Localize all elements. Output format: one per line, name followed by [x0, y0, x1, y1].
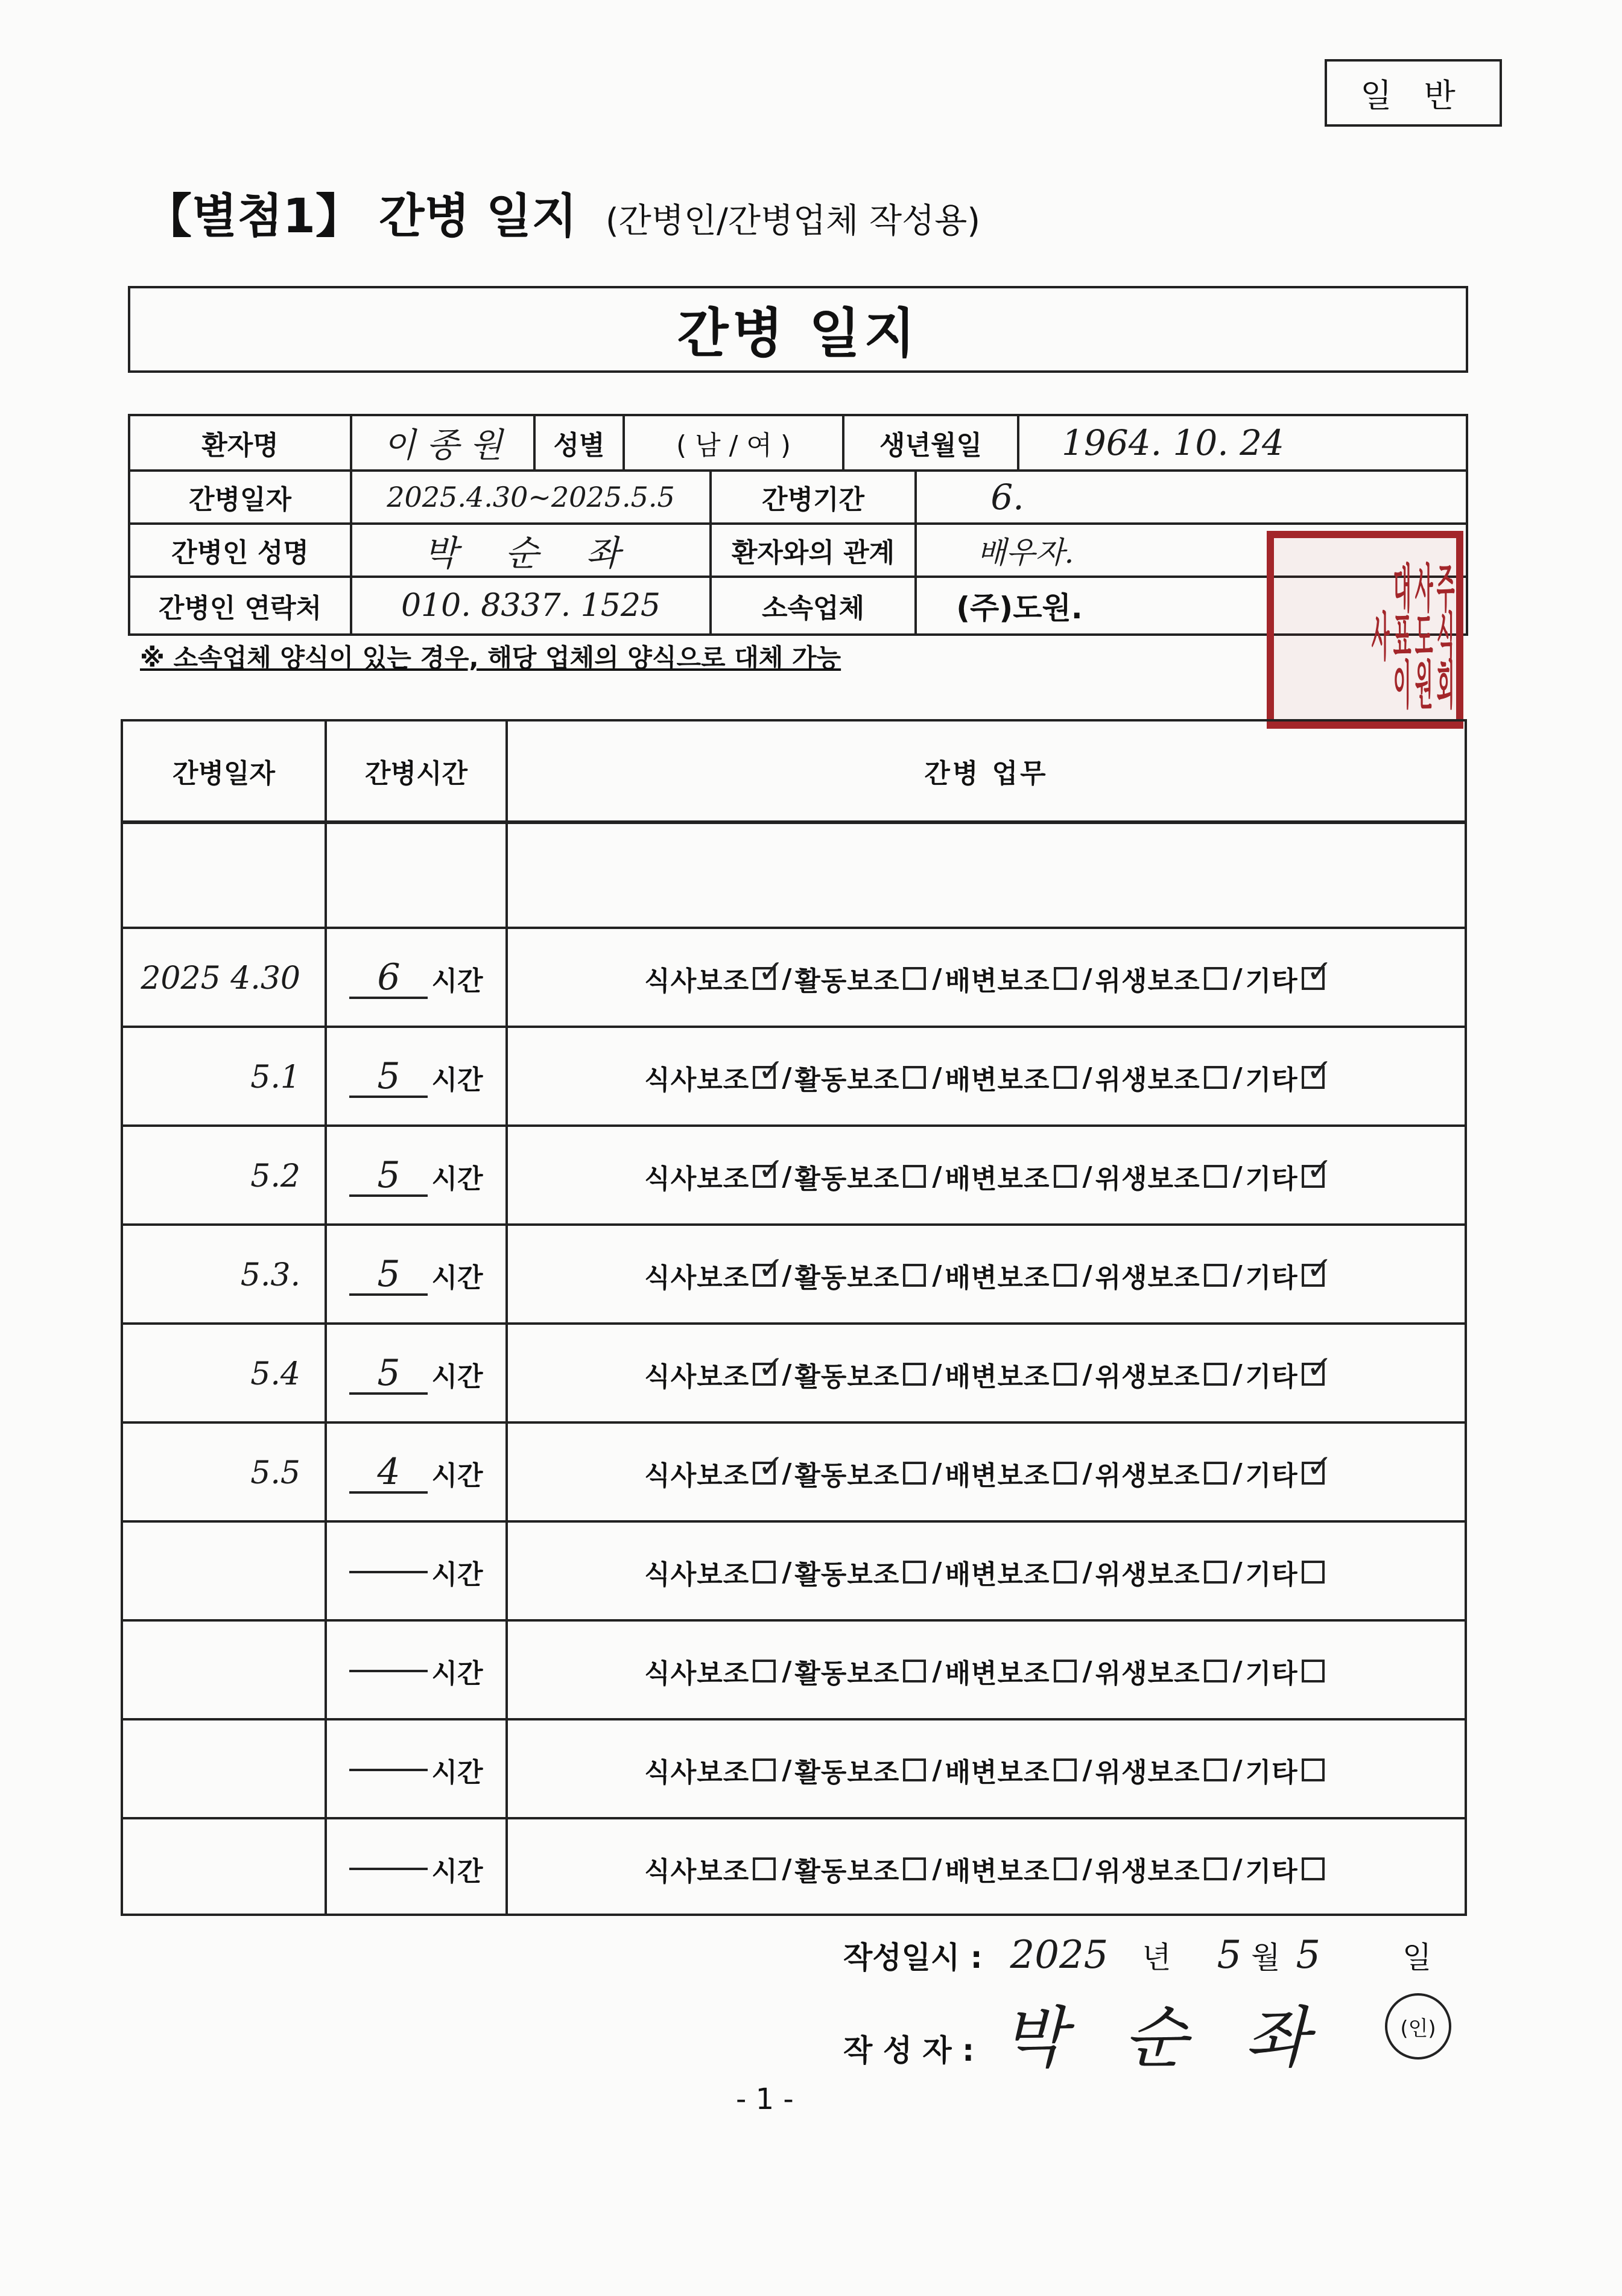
duty-checkbox[interactable] — [903, 1066, 926, 1089]
year-unit: 년 — [1142, 1940, 1171, 1975]
separator: / — [1232, 1260, 1243, 1291]
duty-checkbox[interactable] — [903, 1660, 926, 1682]
row-duties — [508, 1127, 1465, 1226]
hours-unit: 시간 — [431, 1757, 483, 1788]
row-duties — [508, 929, 1465, 1028]
hours-value: 5 — [349, 1255, 428, 1296]
duty-checkbox[interactable] — [1054, 1363, 1077, 1386]
care-date-value: 2025.4.30~2025.5.5 — [387, 481, 675, 513]
duty-label: 배변보조 — [945, 966, 1050, 997]
hours-unit: 시간 — [431, 1362, 483, 1392]
duty-label: 위생보조 — [1095, 1856, 1200, 1887]
duty-checkbox[interactable] — [903, 967, 926, 990]
row-date — [123, 1523, 325, 1622]
separator: / — [782, 1556, 793, 1588]
birth-label: 생년월일 — [879, 430, 982, 461]
duty-label: 위생보조 — [1095, 1460, 1200, 1491]
row-date: 5.1 — [250, 1059, 300, 1096]
duty-label: 위생보조 — [1095, 1164, 1200, 1194]
duty-checkbox[interactable] — [1302, 1165, 1325, 1188]
page-title: 간병 일지 — [128, 286, 1468, 373]
separator: / — [1082, 1260, 1093, 1291]
sex-label: 성별 — [553, 430, 605, 461]
duty-label: 위생보조 — [1095, 966, 1200, 997]
separator: / — [1082, 1359, 1093, 1390]
duty-checkbox[interactable] — [1054, 1758, 1077, 1781]
row-duties — [508, 1028, 1465, 1127]
duty-label: 식사보조 — [644, 1757, 750, 1788]
separator: / — [932, 1655, 943, 1687]
relation-value: 배우자. — [977, 535, 1074, 570]
caregiver-name-value: 박 순 좌 — [423, 533, 638, 574]
duty-label: 기타 — [1245, 1856, 1298, 1887]
seal-text: 주식회사도원대표이사 — [1367, 561, 1455, 706]
separator: / — [1082, 1457, 1093, 1489]
month-unit: 월 — [1251, 1940, 1281, 1975]
duty-checkbox[interactable] — [753, 1660, 776, 1682]
duty-checkbox[interactable] — [1054, 1561, 1077, 1584]
row-date: 5.5 — [250, 1455, 300, 1491]
duty-checkbox[interactable] — [1204, 1066, 1227, 1089]
company-label: 소속업체 — [761, 593, 864, 624]
duty-label: 기타 — [1245, 1658, 1298, 1689]
duty-label: 기타 — [1245, 1559, 1298, 1590]
separator: / — [1232, 1556, 1243, 1588]
duty-checkbox[interactable] — [903, 1264, 926, 1287]
row-date: 5.2 — [250, 1158, 300, 1194]
duty-checkbox[interactable] — [1054, 1066, 1077, 1089]
relation-label: 환자와의 관계 — [731, 538, 895, 568]
row-date — [123, 1622, 325, 1720]
duty-checkbox[interactable] — [1302, 1561, 1325, 1584]
row-hours — [327, 1720, 505, 1819]
separator: / — [1082, 1655, 1093, 1687]
duty-label: 배변보조 — [945, 1362, 1050, 1392]
duty-checkbox[interactable] — [753, 1363, 776, 1386]
duty-checkbox[interactable] — [1054, 967, 1077, 990]
row-date — [123, 1819, 325, 1918]
patient-name-value: 이 종 원 — [383, 426, 502, 465]
duty-label: 활동보조 — [794, 1856, 900, 1887]
form-note: ※ 소속업체 양식이 있는 경우, 해당 업체의 양식으로 대체 가능 — [140, 643, 841, 673]
duty-label: 기타 — [1245, 966, 1298, 997]
separator: / — [782, 1754, 793, 1786]
duty-label: 활동보조 — [794, 1658, 900, 1689]
sex-value: ( 남 / 여 ) — [676, 430, 791, 461]
hours-unit: 시간 — [431, 1164, 483, 1194]
duty-checkbox[interactable] — [753, 1462, 776, 1485]
col-header-date: 간병일자 — [172, 758, 275, 789]
duty-label: 식사보조 — [644, 1460, 750, 1491]
hours-value — [349, 1769, 428, 1771]
duty-label: 위생보조 — [1095, 1757, 1200, 1788]
company-value: (주)도원. — [956, 591, 1083, 626]
duty-label: 식사보조 — [644, 966, 750, 997]
row-hours — [327, 929, 505, 1028]
separator: / — [1232, 1161, 1243, 1192]
duty-checkbox[interactable] — [1054, 1660, 1077, 1682]
duty-label: 기타 — [1245, 1362, 1298, 1392]
row-hours — [327, 1325, 505, 1424]
separator: / — [782, 1260, 793, 1291]
duty-label: 위생보조 — [1095, 1658, 1200, 1689]
duty-checkbox[interactable] — [1204, 1660, 1227, 1682]
duty-checkbox[interactable] — [753, 1561, 776, 1584]
category-tag: 일 반 — [1325, 59, 1502, 127]
contact-label: 간병인 연락처 — [158, 593, 322, 624]
duty-checkbox[interactable] — [903, 1165, 926, 1188]
duty-label: 식사보조 — [644, 1856, 750, 1887]
duty-label: 기타 — [1245, 1460, 1298, 1491]
separator: / — [1232, 1754, 1243, 1786]
duty-label: 활동보조 — [794, 1757, 900, 1788]
duty-label: 기타 — [1245, 1164, 1298, 1194]
duty-checkbox[interactable] — [1204, 1363, 1227, 1386]
duty-label: 위생보조 — [1095, 1065, 1200, 1096]
duty-checkbox[interactable] — [1204, 1561, 1227, 1584]
duty-checkbox[interactable] — [1302, 1758, 1325, 1781]
hours-value: 5 — [349, 1057, 428, 1098]
row-hours — [327, 1127, 505, 1226]
table-row — [123, 1819, 1465, 1918]
duty-checkbox[interactable] — [1302, 1462, 1325, 1485]
row-date: 5.4 — [250, 1356, 300, 1392]
separator: / — [932, 1457, 943, 1489]
separator: / — [782, 1853, 793, 1885]
table-row — [123, 929, 1465, 1028]
separator: / — [782, 1457, 793, 1489]
writer — [843, 1985, 1327, 2080]
hours-value: 4 — [349, 1453, 428, 1494]
hours-unit: 시간 — [431, 1856, 483, 1887]
duty-label: 식사보조 — [644, 1065, 750, 1096]
duty-label: 활동보조 — [794, 966, 900, 997]
duty-checkbox[interactable] — [1054, 1462, 1077, 1485]
duty-label: 식사보조 — [644, 1263, 750, 1293]
table-row — [123, 1720, 1465, 1819]
separator: / — [782, 1359, 793, 1390]
separator: / — [932, 1754, 943, 1786]
table-row — [123, 1325, 1465, 1424]
duty-label: 배변보조 — [945, 1460, 1050, 1491]
duty-label: 활동보조 — [794, 1263, 900, 1293]
heading-main: 【별첨1】 간병 일지 — [145, 189, 577, 244]
hours-unit: 시간 — [431, 1658, 483, 1689]
care-date-label: 간병일자 — [188, 484, 291, 515]
duty-label: 활동보조 — [794, 1164, 900, 1194]
duty-label: 식사보조 — [644, 1658, 750, 1689]
separator: / — [932, 1161, 943, 1192]
duty-checkbox[interactable] — [1204, 967, 1227, 990]
row-duties — [508, 1523, 1465, 1622]
hours-unit: 시간 — [431, 966, 483, 997]
separator: / — [932, 963, 943, 994]
hours-value — [349, 1868, 428, 1870]
writer-label: 작 성 자 : — [843, 2033, 975, 2068]
care-period-label: 간병기간 — [761, 484, 864, 515]
table-row — [123, 1424, 1465, 1523]
duty-label: 기타 — [1245, 1757, 1298, 1788]
patient-name-label: 환자명 — [201, 430, 279, 461]
duty-label: 배변보조 — [945, 1559, 1050, 1590]
separator: / — [932, 1853, 943, 1885]
heading-sub: (간병인/간병업체 작성용) — [605, 201, 981, 241]
company-seal-stamp — [1267, 531, 1463, 729]
row-hours — [327, 1819, 505, 1918]
table-row — [123, 1028, 1465, 1127]
row-duties — [508, 1819, 1465, 1918]
duty-label: 활동보조 — [794, 1065, 900, 1096]
separator: / — [782, 1655, 793, 1687]
duty-checkbox[interactable] — [1302, 1066, 1325, 1089]
duty-checkbox[interactable] — [1054, 1165, 1077, 1188]
row-hours — [327, 1028, 505, 1127]
row-duties — [508, 1226, 1465, 1325]
duty-checkbox[interactable] — [1302, 1264, 1325, 1287]
duty-checkbox[interactable] — [1302, 1857, 1325, 1880]
separator: / — [782, 1062, 793, 1093]
duty-label: 위생보조 — [1095, 1263, 1200, 1293]
duty-checkbox[interactable] — [903, 1363, 926, 1386]
duty-label: 활동보조 — [794, 1559, 900, 1590]
row-date: 5.3. — [240, 1257, 300, 1293]
duty-checkbox[interactable] — [1204, 1462, 1227, 1485]
writer-signature: 박 순 좌 — [1002, 1999, 1327, 2076]
day-unit: 일 — [1402, 1940, 1432, 1975]
separator: / — [932, 1062, 943, 1093]
row-duties — [508, 1720, 1465, 1819]
table-row — [123, 1127, 1465, 1226]
separator: / — [1082, 1556, 1093, 1588]
duty-checkbox[interactable] — [1204, 1264, 1227, 1287]
col-header-hours: 간병시간 — [364, 758, 467, 789]
care-log-table — [121, 719, 1467, 1916]
written-year: 2025 — [1010, 1933, 1109, 1977]
row-date: 2025 4.30 — [141, 960, 300, 997]
hours-value — [349, 1670, 428, 1672]
page-number: - 1 - — [736, 2082, 794, 2116]
duty-checkbox[interactable] — [753, 1165, 776, 1188]
duty-checkbox[interactable] — [903, 1758, 926, 1781]
separator: / — [1082, 963, 1093, 994]
written-date-label: 작성일시 : — [843, 1940, 983, 1975]
birth-value: 1964. 10. 24 — [1062, 422, 1284, 463]
duty-checkbox[interactable] — [753, 1758, 776, 1781]
duty-label: 배변보조 — [945, 1856, 1050, 1887]
duty-checkbox[interactable] — [1302, 1660, 1325, 1682]
duty-checkbox[interactable] — [903, 1462, 926, 1485]
separator: / — [932, 1260, 943, 1291]
separator: / — [1232, 1359, 1243, 1390]
duty-checkbox[interactable] — [1204, 1857, 1227, 1880]
separator: / — [1232, 1655, 1243, 1687]
duty-label: 식사보조 — [644, 1559, 750, 1590]
duty-label: 배변보조 — [945, 1757, 1050, 1788]
row-duties — [508, 1424, 1465, 1523]
hours-unit: 시간 — [431, 1263, 483, 1293]
duty-label: 배변보조 — [945, 1658, 1050, 1689]
separator: / — [1082, 1161, 1093, 1192]
duty-checkbox[interactable] — [1204, 1758, 1227, 1781]
row-duties — [508, 1622, 1465, 1720]
duty-checkbox[interactable] — [903, 1857, 926, 1880]
separator: / — [1232, 1062, 1243, 1093]
table-row — [123, 1523, 1465, 1622]
row-duties — [508, 1325, 1465, 1424]
duty-label: 위생보조 — [1095, 1559, 1200, 1590]
duty-checkbox[interactable] — [1054, 1264, 1077, 1287]
duty-label: 배변보조 — [945, 1263, 1050, 1293]
separator: / — [782, 963, 793, 994]
hours-unit: 시간 — [431, 1460, 483, 1491]
col-header-duties: 간병 업무 — [924, 758, 1048, 789]
separator: / — [1082, 1062, 1093, 1093]
duty-label: 식사보조 — [644, 1362, 750, 1392]
duty-checkbox[interactable] — [753, 1857, 776, 1880]
duty-checkbox[interactable] — [1302, 1363, 1325, 1386]
duty-label: 활동보조 — [794, 1460, 900, 1491]
hours-value — [349, 1571, 428, 1573]
hours-value: 6 — [349, 958, 428, 999]
row-hours — [327, 1523, 505, 1622]
separator: / — [1082, 1853, 1093, 1885]
duty-checkbox[interactable] — [1054, 1857, 1077, 1880]
duty-checkbox[interactable] — [753, 967, 776, 990]
duty-checkbox[interactable] — [1204, 1165, 1227, 1188]
hours-value: 5 — [349, 1354, 428, 1395]
duty-label: 배변보조 — [945, 1164, 1050, 1194]
row-hours — [327, 1424, 505, 1523]
document-heading — [145, 179, 980, 246]
duty-label: 식사보조 — [644, 1164, 750, 1194]
duty-checkbox[interactable] — [903, 1561, 926, 1584]
hours-unit: 시간 — [431, 1559, 483, 1590]
separator: / — [932, 1556, 943, 1588]
duty-checkbox[interactable] — [753, 1066, 776, 1089]
duty-label: 기타 — [1245, 1065, 1298, 1096]
writer-seal-mark: (인) — [1385, 1993, 1451, 2060]
row-date — [123, 1720, 325, 1819]
hours-unit: 시간 — [431, 1065, 483, 1096]
written-month: 5 — [1217, 1933, 1242, 1977]
duty-label: 기타 — [1245, 1263, 1298, 1293]
duty-label: 위생보조 — [1095, 1362, 1200, 1392]
table-row — [123, 1622, 1465, 1720]
separator: / — [1232, 1853, 1243, 1885]
contact-value: 010. 8337. 1525 — [401, 588, 661, 624]
separator: / — [1082, 1754, 1093, 1786]
duty-checkbox[interactable] — [753, 1264, 776, 1287]
separator: / — [1232, 963, 1243, 994]
written-date — [843, 1933, 1431, 1977]
care-period-value: 6. — [990, 477, 1024, 518]
hours-value: 5 — [349, 1156, 428, 1197]
separator: / — [1232, 1457, 1243, 1489]
duty-label: 활동보조 — [794, 1362, 900, 1392]
duty-label: 배변보조 — [945, 1065, 1050, 1096]
duty-checkbox[interactable] — [1302, 967, 1325, 990]
row-hours — [327, 1226, 505, 1325]
row-hours — [327, 1622, 505, 1720]
caregiver-name-label: 간병인 성명 — [171, 538, 309, 568]
separator: / — [782, 1161, 793, 1192]
written-day: 5 — [1296, 1933, 1321, 1977]
table-row — [123, 1226, 1465, 1325]
separator: / — [932, 1359, 943, 1390]
